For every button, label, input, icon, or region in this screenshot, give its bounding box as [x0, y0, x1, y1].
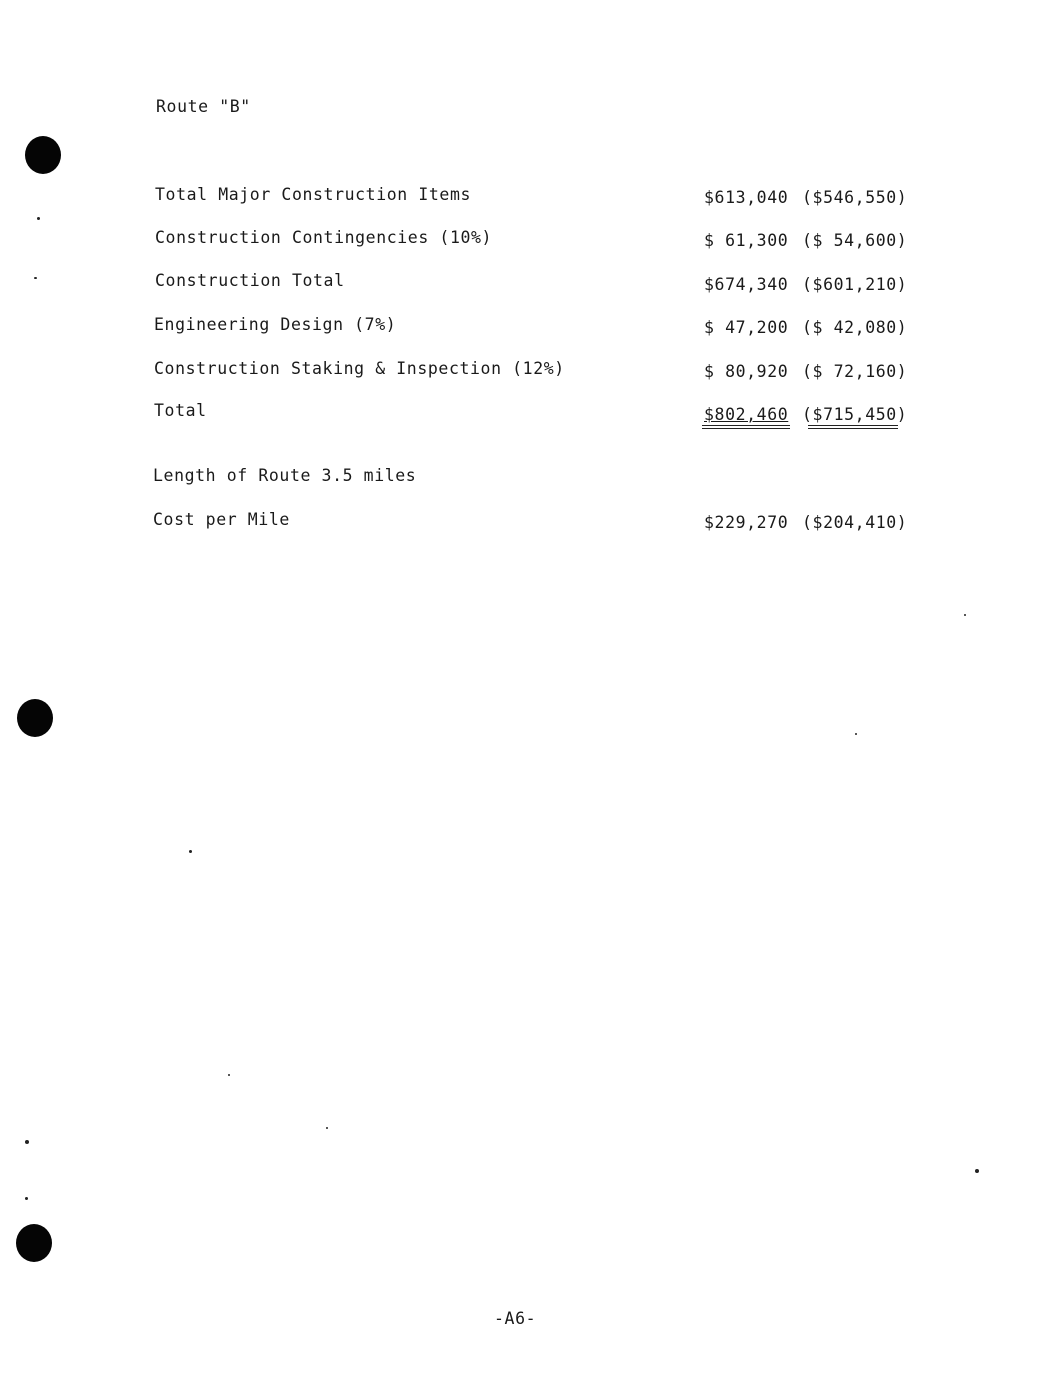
scan-speck	[25, 1197, 28, 1200]
scan-speck	[964, 614, 966, 616]
row-alt-amount-total: ($715,450)	[802, 405, 908, 424]
row-amount-contingencies: $ 61,300	[704, 231, 789, 250]
row-alt-amount-construction-total: ($601,210)	[802, 275, 908, 294]
row-amount-engineering-design: $ 47,200	[704, 318, 789, 337]
row-label-contingencies: Construction Contingencies (10%)	[155, 228, 493, 247]
row-alt-amount-major-items: ($546,550)	[802, 188, 908, 207]
cost-per-mile-label: Cost per Mile	[153, 510, 290, 529]
punch-hole-bottom	[16, 1224, 52, 1262]
row-alt-amount-contingencies: ($ 54,600)	[802, 231, 908, 250]
punch-hole-middle	[17, 699, 53, 737]
row-amount-total: $802,460	[704, 405, 789, 424]
scan-speck	[25, 1140, 29, 1144]
row-label-staking-inspection: Construction Staking & Inspection (12%)	[154, 359, 565, 378]
route-heading: Route "B"	[156, 97, 251, 116]
row-alt-amount-engineering-design: ($ 42,080)	[802, 318, 908, 337]
cost-per-mile-alt-amount: ($204,410)	[802, 513, 908, 532]
row-alt-amount-staking-inspection: ($ 72,160)	[802, 362, 908, 381]
row-amount-staking-inspection: $ 80,920	[704, 362, 789, 381]
page-number: -A6-	[494, 1309, 537, 1328]
row-amount-construction-total: $674,340	[704, 275, 789, 294]
scan-speck	[228, 1074, 230, 1076]
row-label-construction-total: Construction Total	[155, 271, 345, 290]
scan-speck	[34, 277, 37, 279]
scan-speck	[975, 1169, 979, 1173]
scan-speck	[37, 217, 40, 220]
alt-total-double-underline	[808, 425, 898, 429]
total-double-underline	[702, 425, 790, 429]
punch-hole-top	[25, 136, 61, 174]
scan-speck	[855, 733, 857, 735]
scan-speck	[326, 1127, 328, 1129]
row-label-total: Total	[154, 401, 207, 420]
row-amount-major-items: $613,040	[704, 188, 789, 207]
scan-speck	[189, 850, 192, 853]
row-label-engineering-design: Engineering Design (7%)	[154, 315, 397, 334]
route-length: Length of Route 3.5 miles	[153, 466, 417, 485]
row-label-major-items: Total Major Construction Items	[155, 185, 472, 204]
cost-per-mile-amount: $229,270	[704, 513, 789, 532]
